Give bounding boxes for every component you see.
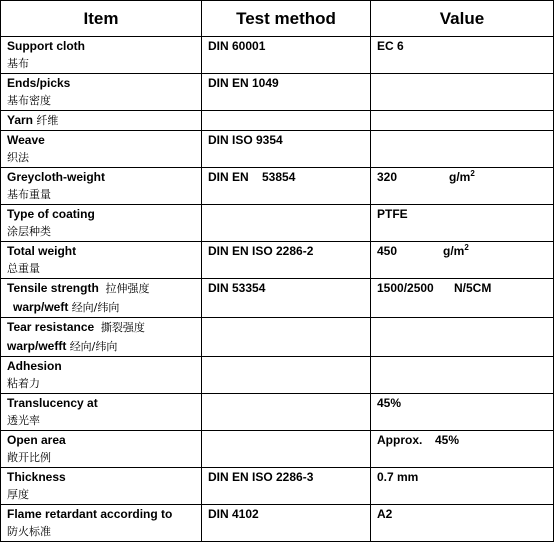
value-cell [371, 394, 554, 431]
value-cell [371, 505, 554, 542]
item-label-cn: 粘着力 [7, 377, 40, 390]
table-row [1, 468, 554, 505]
item-label-en: Type of coating [7, 207, 95, 221]
value-text: Approx. [377, 433, 423, 447]
item-sublabel-cn: 经向/纬向 [69, 340, 118, 353]
value-cell [371, 74, 554, 111]
item-cell [1, 468, 202, 505]
header-test-method: Test method [202, 1, 371, 37]
table-row [1, 431, 554, 468]
test-method-cell: DIN 4102 [202, 505, 371, 542]
table-row [1, 131, 554, 168]
table-row [1, 357, 554, 394]
value-text: 0.7 mm [377, 470, 419, 484]
item-label-cn: 防火标准 [7, 525, 51, 538]
item-label-cn: 基布重量 [7, 188, 51, 201]
item-label-en: Tensile strength [7, 281, 99, 295]
item-label-cn: 总重量 [7, 262, 40, 275]
item-label-en: Yarn [7, 113, 34, 127]
table-row [1, 318, 554, 357]
item-cell [1, 318, 202, 357]
value-text: 45% [377, 396, 402, 410]
value-text: 320 [377, 170, 398, 184]
value-cell [371, 468, 554, 505]
item-label-en: Support cloth [7, 39, 85, 53]
test-method-cell [202, 394, 371, 431]
header-value: Value [371, 1, 554, 37]
item-cell [1, 394, 202, 431]
item-label-en: Adhesion [7, 359, 62, 373]
value-cell [371, 205, 554, 242]
value-cell [371, 168, 554, 205]
item-cell [1, 242, 202, 279]
item-label-cn: 涂层种类 [7, 225, 51, 238]
item-sublabel-en: warp/weft [13, 300, 69, 314]
value-text: 450 [377, 244, 398, 258]
test-method-cell [202, 168, 371, 205]
item-cell [1, 74, 202, 111]
table-row [1, 168, 554, 205]
item-label-en: Thickness [7, 470, 66, 484]
table-row [1, 37, 554, 74]
test-method-cell: DIN EN ISO 2286-3 [202, 468, 371, 505]
test-method-cell: DIN ISO 9354 [202, 131, 371, 168]
unit-superscript: 2 [464, 243, 469, 252]
value-text: A2 [377, 507, 393, 521]
value-cell [371, 37, 554, 74]
item-sublabel-cn: 经向/纬向 [71, 301, 120, 314]
item-label-en: Translucency at [7, 396, 98, 410]
item-cell [1, 168, 202, 205]
item-label-cn: 敞开比例 [7, 451, 51, 464]
unit-superscript: 2 [470, 169, 475, 178]
value-text: EC 6 [377, 39, 404, 53]
value-cell [371, 111, 554, 131]
item-label-en: Weave [7, 133, 45, 147]
test-method-cell [202, 111, 371, 131]
item-label-en: Open area [7, 433, 66, 447]
item-label-cn: 织法 [7, 151, 29, 164]
item-cell [1, 357, 202, 394]
value-cell [371, 318, 554, 357]
test-method-cell [202, 357, 371, 394]
table-row [1, 111, 554, 131]
item-label-en: Total weight [7, 244, 77, 258]
item-label-en: Greycloth-weight [7, 170, 106, 184]
table-row [1, 74, 554, 111]
table-row [1, 242, 554, 279]
item-label-cn: 拉伸强度 [105, 282, 150, 295]
table-row [1, 279, 554, 318]
item-cell [1, 431, 202, 468]
item-cell [1, 111, 202, 131]
test-method-cell: DIN EN 1049 [202, 74, 371, 111]
table-row [1, 505, 554, 542]
header-item: Item [1, 1, 202, 37]
test-method-cell: DIN EN ISO 2286-2 [202, 242, 371, 279]
item-cell [1, 505, 202, 542]
test-method-cell: DIN 53354 [202, 279, 371, 318]
item-label-cn: 透光率 [7, 414, 40, 427]
item-label-en: Ends/picks [7, 76, 71, 90]
value-cell [371, 357, 554, 394]
value-cell [371, 431, 554, 468]
value-unit: 45% [435, 433, 460, 447]
test-method-text: DIN EN 53854 [208, 170, 296, 184]
value-cell [371, 279, 554, 318]
value-unit: N/5CM [454, 281, 492, 295]
test-method-cell: DIN 60001 [202, 37, 371, 74]
value-text: 1500/2500 [377, 281, 434, 295]
table-row [1, 205, 554, 242]
value-unit: g/m [443, 244, 465, 258]
item-label-en: Flame retardant according to [7, 507, 173, 521]
value-cell [371, 131, 554, 168]
item-sublabel-en: warp/wefft [7, 339, 67, 353]
item-label-cn: 基布 [7, 57, 29, 70]
value-text: PTFE [377, 207, 408, 221]
item-cell [1, 205, 202, 242]
item-label-cn: 撕裂强度 [100, 321, 145, 334]
table-row [1, 394, 554, 431]
item-cell [1, 131, 202, 168]
item-label-cn: 纤维 [36, 114, 59, 127]
header-row [1, 1, 554, 37]
item-cell [1, 279, 202, 318]
test-method-cell [202, 431, 371, 468]
value-cell [371, 242, 554, 279]
test-method-cell [202, 318, 371, 357]
test-method-cell [202, 205, 371, 242]
item-cell [1, 37, 202, 74]
item-label-cn: 厚度 [7, 488, 29, 501]
value-unit: g/m [449, 170, 471, 184]
item-label-cn: 基布密度 [7, 94, 51, 107]
item-label-en: Tear resistance [7, 320, 95, 334]
